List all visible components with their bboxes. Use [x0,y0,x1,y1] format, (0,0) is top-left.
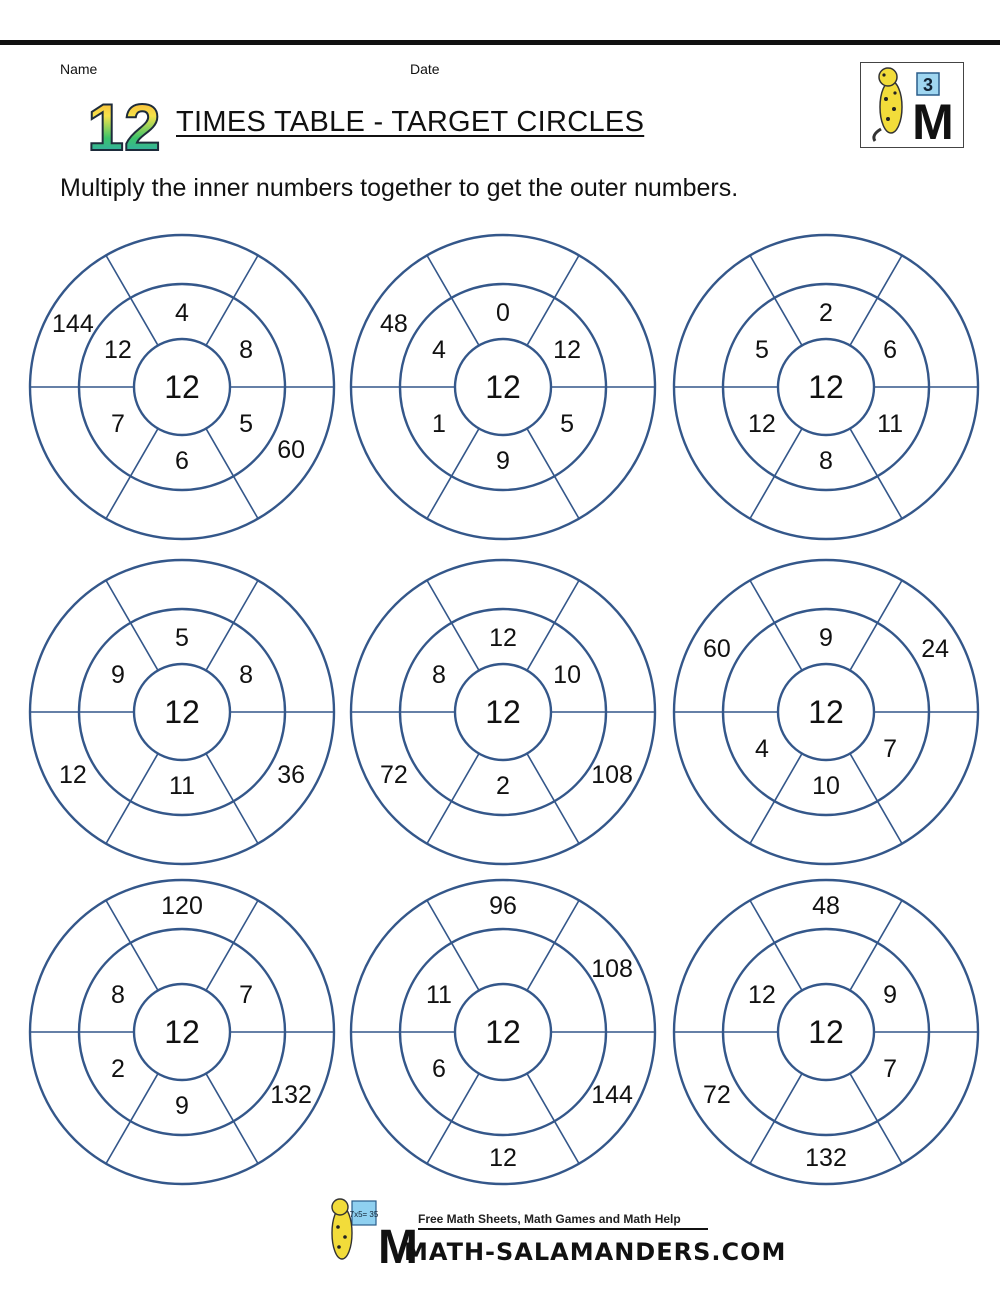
target-circle [351,560,655,864]
inner-number[interactable]: 10 [812,772,840,800]
inner-number[interactable]: 7 [883,735,898,763]
outer-number[interactable]: 60 [702,635,731,663]
inner-number[interactable]: 5 [175,624,189,652]
sector-divider [527,900,579,990]
sector-divider [206,580,258,670]
sector-divider [750,580,802,670]
big-number: 12 [87,95,161,157]
sector-divider [527,255,579,345]
sector-divider [427,900,479,990]
center-number: 12 [808,694,844,730]
inner-number[interactable]: 9 [819,624,833,652]
sector-divider [750,900,802,990]
center-number: 12 [164,1014,200,1050]
footer-badge-text: 7x5= 35 [349,1210,379,1219]
sector-divider [206,255,258,345]
inner-number[interactable]: 11 [877,410,904,438]
sector-divider [850,900,902,990]
center-number: 12 [808,1014,844,1050]
sector-divider [850,1074,902,1164]
inner-number[interactable]: 11 [425,981,452,1009]
sector-divider [750,1074,802,1164]
sector-divider [206,1074,258,1164]
sector-divider [527,1074,579,1164]
center-number: 12 [164,694,200,730]
inner-number[interactable]: 0 [496,299,510,327]
inner-number[interactable]: 12 [489,624,517,652]
sector-divider [106,580,158,670]
sector-divider [750,429,802,519]
footer-site-name: MATH-SALAMANDERS.COM [404,1238,787,1266]
target-circle [674,560,978,864]
outer-number[interactable]: 132 [805,1144,847,1172]
outer-number[interactable]: 96 [489,892,517,920]
center-number: 12 [485,694,521,730]
instructions: Multiply the inner numbers together to get the outer numbers. [60,174,739,202]
inner-number[interactable]: 4 [754,735,769,763]
sector-divider [527,754,579,844]
inner-number[interactable]: 6 [883,336,898,364]
sector-divider [427,754,479,844]
sector-divider [106,900,158,990]
sector-divider [850,580,902,670]
inner-number[interactable]: 2 [110,1055,125,1083]
name-label: Name [60,61,98,77]
sector-divider [106,255,158,345]
inner-number[interactable]: 7 [239,981,254,1009]
inner-number[interactable]: 7 [110,410,125,438]
outer-number[interactable]: 108 [591,955,633,983]
inner-number[interactable]: 12 [748,410,776,438]
inner-number[interactable]: 8 [431,661,446,689]
target-circle [30,235,334,539]
target-circle [351,235,655,539]
outer-number[interactable]: 48 [379,310,408,338]
outer-number[interactable]: 72 [702,1081,731,1109]
inner-number[interactable]: 12 [553,336,581,364]
inner-number[interactable]: 9 [110,661,125,689]
footer-tagline: Free Math Sheets, Math Games and Math Help [418,1212,681,1226]
sector-divider [850,754,902,844]
sector-divider [750,255,802,345]
inner-number[interactable]: 4 [431,336,446,364]
sector-divider [427,1074,479,1164]
page-title: TIMES TABLE - TARGET CIRCLES [176,106,645,138]
sector-divider [106,1074,158,1164]
sector-divider [106,429,158,519]
inner-number[interactable]: 8 [239,336,254,364]
logo-badge: 3 [922,75,934,95]
outer-number[interactable]: 108 [591,761,633,789]
outer-number[interactable]: 144 [52,310,94,338]
outer-number[interactable]: 36 [277,761,306,789]
sector-divider [427,255,479,345]
sector-divider [527,580,579,670]
inner-number[interactable]: 5 [754,336,769,364]
outer-number[interactable]: 120 [161,892,203,920]
inner-number[interactable]: 9 [883,981,898,1009]
inner-number[interactable]: 8 [239,661,254,689]
inner-number[interactable]: 8 [819,447,833,475]
date-label: Date [410,61,440,77]
center-number: 12 [485,1014,521,1050]
sector-divider [427,429,479,519]
inner-number[interactable]: 8 [110,981,125,1009]
svg-text:M: M [378,1221,418,1270]
inner-number[interactable]: 1 [431,410,446,438]
inner-number[interactable]: 2 [819,299,833,327]
inner-number[interactable]: 10 [553,661,581,689]
inner-number[interactable]: 12 [104,336,132,364]
target-circle [674,235,978,539]
inner-number[interactable]: 9 [175,1092,189,1120]
target-circle [30,560,334,864]
sector-divider [206,429,258,519]
inner-number[interactable]: 6 [175,447,189,475]
target-circle [30,880,334,1184]
outer-number[interactable]: 144 [591,1081,633,1109]
inner-number[interactable]: 4 [175,299,189,327]
target-circle [351,880,655,1184]
sector-divider [206,754,258,844]
outer-number[interactable]: 72 [379,761,408,789]
outer-number[interactable]: 12 [489,1144,517,1172]
inner-number[interactable]: 12 [748,981,776,1009]
outer-number[interactable]: 132 [270,1081,312,1109]
sector-divider [106,754,158,844]
outer-number[interactable]: 48 [812,892,840,920]
inner-number[interactable]: 9 [496,447,510,475]
sector-divider [850,255,902,345]
outer-number[interactable]: 60 [277,436,306,464]
outer-number[interactable]: 24 [921,635,950,663]
outer-number[interactable]: 12 [58,761,87,789]
center-number: 12 [164,369,200,405]
inner-number[interactable]: 7 [883,1055,898,1083]
logo-letter: M [912,94,954,147]
inner-number[interactable]: 5 [239,410,254,438]
target-circle [674,880,978,1184]
sector-divider [527,429,579,519]
inner-number[interactable]: 5 [560,410,575,438]
center-number: 12 [808,369,844,405]
sector-divider [206,900,258,990]
sector-divider [427,580,479,670]
inner-number[interactable]: 11 [169,772,195,800]
sector-divider [850,429,902,519]
sector-divider [750,754,802,844]
center-number: 12 [485,369,521,405]
inner-number[interactable]: 2 [496,772,510,800]
inner-number[interactable]: 6 [431,1055,446,1083]
